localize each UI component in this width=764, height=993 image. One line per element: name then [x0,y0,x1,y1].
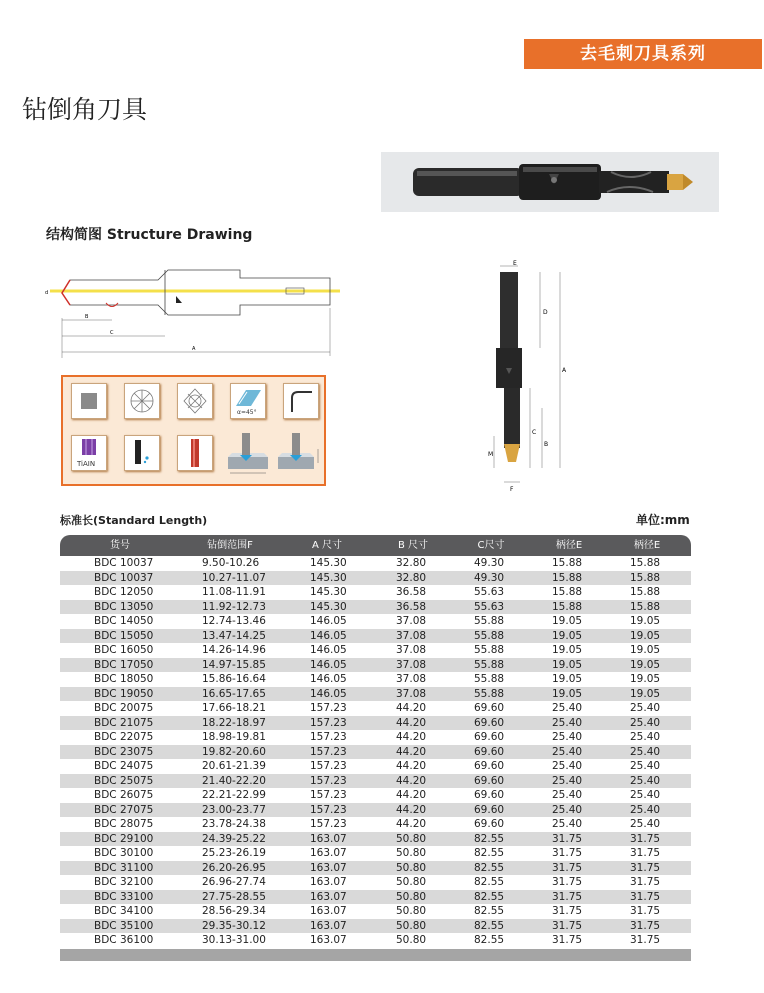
table-cell: 145.30 [310,571,347,584]
table-label: 标准长(Standard Length) [60,514,208,527]
table-cell: BDC 27075 [94,803,154,816]
table-cell: 19.05 [630,644,661,656]
table-cell: 157.23 [310,745,347,758]
table-row [60,933,691,948]
table-cell: BDC 36100 [94,934,154,946]
table-row [60,643,691,658]
table-cell: BDC 31100 [94,861,154,874]
table-cell: BDC 22075 [94,731,154,743]
table-cell: 55.88 [474,629,505,642]
spec-table [60,535,691,961]
table-cell: 145.30 [310,557,347,569]
table-cell: 157.23 [310,803,347,816]
table-cell: 25.40 [552,702,583,714]
table-cell: 55.88 [474,687,505,700]
table-cell: 50.80 [396,861,427,874]
angle-label: α=45° [237,409,257,416]
table-cell: 69.60 [474,803,505,816]
table-cell: 163.07 [310,934,347,946]
table-cell: 31.75 [630,832,661,845]
table-body [60,556,691,948]
table-cell: 19.05 [552,629,583,642]
table-row [60,701,691,716]
table-cell: 31.75 [552,890,583,903]
series-banner: 去毛刺刀具系列 [524,39,762,69]
table-cell: 19.05 [552,615,583,627]
table-cell: 25.40 [552,760,583,772]
table-row [60,919,691,934]
table-cell: 26.20-26.95 [202,861,266,874]
table-cell: 50.80 [396,832,427,845]
table-cell: 44.20 [396,760,427,772]
section-title: 结构简图 Structure Drawing [46,227,253,243]
flute-geometry-icon [177,383,213,419]
table-cell: 25.40 [630,745,661,758]
table-cell: 15.86-16.64 [202,673,266,685]
table-row [60,861,691,876]
table-row [60,788,691,803]
table-cell: 82.55 [474,876,505,888]
table-row [60,875,691,890]
table-cell: 15.88 [552,600,583,613]
feature-icon-panel [61,375,326,486]
table-cell: BDC 18050 [94,673,154,685]
table-cell: 146.05 [310,658,347,671]
table-cell: 146.05 [310,615,347,627]
table-row [60,774,691,789]
table-cell: 145.30 [310,586,347,598]
table-cell: 19.05 [552,673,583,685]
column-header: 货号 [110,540,130,551]
table-cell: 13.47-14.25 [202,629,266,642]
table-cell: 14.26-14.96 [202,644,266,656]
table-cell: 69.60 [474,702,505,714]
unit-label: 单位:mm [636,513,690,527]
table-cell: 157.23 [310,789,347,801]
table-row [60,846,691,861]
table-cell: 23.00-23.77 [202,803,266,816]
table-cell: 49.30 [474,557,505,569]
table-cell: 82.55 [474,890,505,903]
table-cell: 25.40 [630,716,661,729]
table-cell: 31.75 [630,861,661,874]
table-cell: 157.23 [310,760,347,772]
table-cell: 82.55 [474,919,505,932]
table-cell: 82.55 [474,847,505,859]
table-cell: 15.88 [552,586,583,598]
cutting-edge-icon [124,383,160,419]
table-header [60,535,691,556]
table-cell: 69.60 [474,716,505,729]
table-cell: BDC 14050 [94,615,154,627]
table-cell: BDC 33100 [94,890,154,903]
table-cell: 28.56-29.34 [202,905,266,917]
table-cell: 50.80 [396,919,427,932]
table-cell: 44.20 [396,716,427,729]
dim-label-m: M [488,451,494,458]
table-cell: 17.66-18.21 [202,702,266,714]
table-cell: 19.82-20.60 [202,745,266,758]
table-cell: 9.50-10.26 [202,557,260,569]
column-header: A 尺寸 [311,540,343,551]
table-cell: 163.07 [310,876,347,888]
page-title: 钻倒角刀具 [22,95,148,124]
table-cell: BDC 17050 [94,658,154,671]
table-cell: 22.21-22.99 [202,789,266,801]
table-row [60,817,691,832]
table-cell: 19.05 [630,615,661,627]
table-cell: 25.40 [552,789,583,801]
table-cell: 157.23 [310,731,347,743]
table-cell: 31.75 [630,919,661,932]
dim-label-d-right: D [543,309,548,316]
table-cell: 15.88 [630,557,661,569]
table-cell: 19.05 [630,658,661,671]
table-cell: BDC 16050 [94,644,154,656]
table-row [60,716,691,731]
table-cell: 15.88 [552,571,583,584]
table-cell: 44.20 [396,774,427,787]
table-cell: 146.05 [310,687,347,700]
table-cell: 21.40-22.20 [202,774,266,787]
table-row [60,571,691,586]
table-cell: 55.63 [474,586,505,598]
table-cell: 20.61-21.39 [202,760,266,772]
angle-45-icon [230,383,266,419]
table-cell: 157.23 [310,774,347,787]
tialn-coating-icon [71,435,107,471]
table-row [60,556,691,571]
table-row [60,629,691,644]
table-cell: 18.98-19.81 [202,731,266,743]
table-cell: 44.20 [396,789,427,801]
table-cell: BDC 25075 [94,774,154,787]
column-header: C尺寸 [477,540,505,551]
table-cell: 55.63 [474,600,505,613]
chamfer-application-icon-2 [276,429,324,479]
table-cell: 31.75 [552,832,583,845]
table-cell: 55.88 [474,673,505,685]
table-cell: 31.75 [630,905,661,917]
table-cell: 15.88 [630,586,661,598]
dim-label-d: d [45,290,49,296]
column-header: 柄径E [633,540,661,551]
table-cell: BDC 23075 [94,745,154,758]
table-cell: 25.40 [630,702,661,714]
table-cell: BDC 28075 [94,818,154,830]
table-cell: 31.75 [552,876,583,888]
table-cell: BDC 20075 [94,702,154,714]
solid-carbide-icon [71,383,107,419]
column-header: B 尺寸 [397,540,429,551]
table-cell: 82.55 [474,832,505,845]
table-cell: 37.08 [396,629,427,642]
table-cell: 15.88 [630,571,661,584]
dim-label-b-right: B [544,441,549,448]
table-cell: 50.80 [396,934,427,946]
table-cell: 16.65-17.65 [202,687,266,700]
coating-label: TiAIN [77,460,96,468]
table-cell: BDC 10037 [94,557,154,569]
table-footer [60,949,691,961]
table-cell: 157.23 [310,716,347,729]
table-cell: 11.08-11.91 [202,586,266,598]
table-cell: BDC 13050 [94,600,154,613]
table-cell: 31.75 [630,890,661,903]
table-cell: 50.80 [396,890,427,903]
table-row [60,730,691,745]
table-cell: 69.60 [474,789,505,801]
table-cell: 15.88 [552,557,583,569]
table-cell: 163.07 [310,919,347,932]
table-cell: 163.07 [310,847,347,859]
table-cell: 44.20 [396,803,427,816]
table-cell: 19.05 [630,687,661,700]
table-cell: 146.05 [310,644,347,656]
table-cell: 14.97-15.85 [202,658,266,671]
table-cell: 30.13-31.00 [202,934,266,946]
table-cell: 12.74-13.46 [202,615,266,627]
table-cell: 31.75 [630,847,661,859]
table-cell: 163.07 [310,905,347,917]
dim-label-c-right: C [532,429,537,436]
structure-drawing-front [480,258,580,493]
table-cell: 23.78-24.38 [202,818,266,830]
table-cell: 29.35-30.12 [202,919,266,932]
table-cell: 25.40 [552,803,583,816]
table-row [60,600,691,615]
shank-tool-icon [177,435,213,471]
dim-label-b: B [85,314,89,320]
table-cell: 157.23 [310,702,347,714]
table-cell: 19.05 [552,644,583,656]
table-cell: 36.58 [396,586,427,598]
table-cell: 25.40 [552,745,583,758]
table-cell: 163.07 [310,861,347,874]
table-cell: BDC 24075 [94,760,154,772]
table-row [60,687,691,702]
table-cell: 49.30 [474,571,505,584]
table-row [60,658,691,673]
table-row [60,745,691,760]
table-cell: 32.80 [396,557,427,569]
product-photo [381,152,719,212]
table-row [60,672,691,687]
table-cell: 50.80 [396,876,427,888]
table-row [60,759,691,774]
table-cell: 82.55 [474,934,505,946]
table-cell: 19.05 [630,673,661,685]
table-cell: 25.40 [630,789,661,801]
table-cell: 145.30 [310,600,347,613]
corner-radius-icon [283,383,319,419]
table-row [60,890,691,905]
table-cell: 25.23-26.19 [202,847,266,859]
table-cell: 26.96-27.74 [202,876,266,888]
table-cell: BDC 12050 [94,586,154,598]
dim-label-a: A [192,346,196,352]
table-cell: 69.60 [474,818,505,830]
table-cell: 25.40 [630,760,661,772]
table-cell: 50.80 [396,905,427,917]
table-cell: 37.08 [396,687,427,700]
table-cell: 55.88 [474,615,505,627]
table-cell: 69.60 [474,745,505,758]
table-row [60,585,691,600]
structure-drawing-side [40,258,345,363]
table-cell: 32.80 [396,571,427,584]
table-cell: 25.40 [630,774,661,787]
table-cell: BDC 29100 [94,832,154,845]
table-cell: 31.75 [552,847,583,859]
table-cell: 24.39-25.22 [202,832,266,845]
chamfer-application-icon-1 [226,429,270,479]
table-cell: 44.20 [396,745,427,758]
table-cell: 44.20 [396,702,427,714]
table-cell: 31.75 [552,905,583,917]
table-cell: 36.58 [396,600,427,613]
table-cell: 19.05 [552,658,583,671]
table-cell: 19.05 [630,629,661,642]
table-cell: BDC 30100 [94,847,154,859]
table-cell: 31.75 [552,934,583,946]
table-cell: 69.60 [474,760,505,772]
table-cell: BDC 21075 [94,716,154,729]
table-cell: 11.92-12.73 [202,600,266,613]
table-cell: 146.05 [310,673,347,685]
table-cell: 31.75 [630,876,661,888]
table-cell: 82.55 [474,861,505,874]
table-cell: 27.75-28.55 [202,890,266,903]
table-cell: 37.08 [396,658,427,671]
dim-label-c: C [110,330,114,336]
table-cell: 31.75 [630,934,661,946]
table-cell: 18.22-18.97 [202,716,266,729]
table-cell: 82.55 [474,905,505,917]
table-cell: BDC 26075 [94,789,154,801]
table-row [60,904,691,919]
table-cell: BDC 19050 [94,687,154,700]
column-header: 柄径E [555,540,583,551]
table-cell: BDC 15050 [94,629,154,642]
table-cell: 25.40 [630,731,661,743]
table-cell: 25.40 [552,818,583,830]
table-cell: 163.07 [310,832,347,845]
table-cell: 163.07 [310,890,347,903]
table-cell: 69.60 [474,731,505,743]
table-cell: 37.08 [396,644,427,656]
table-cell: 25.40 [552,731,583,743]
table-cell: BDC 10037 [94,571,154,584]
table-cell: 55.88 [474,644,505,656]
table-cell: 146.05 [310,629,347,642]
table-cell: 25.40 [552,774,583,787]
dim-label-f: F [510,486,514,493]
table-cell: 25.40 [552,716,583,729]
table-cell: 31.75 [552,919,583,932]
table-cell: 25.40 [630,818,661,830]
table-row [60,832,691,847]
table-cell: 69.60 [474,774,505,787]
table-cell: 25.40 [630,803,661,816]
table-cell: BDC 34100 [94,905,154,917]
table-cell: 19.05 [552,687,583,700]
table-cell: 10.27-11.07 [202,571,266,584]
column-header: 钻倒范围F [207,540,253,551]
dim-label-e: E [513,260,517,267]
table-cell: 31.75 [552,861,583,874]
table-cell: 50.80 [396,847,427,859]
table-row [60,614,691,629]
through-coolant-icon [124,435,160,471]
table-cell: 44.20 [396,818,427,830]
table-cell: BDC 32100 [94,876,154,888]
table-cell: 15.88 [630,600,661,613]
table-cell: 44.20 [396,731,427,743]
dim-label-a-right: A [562,367,567,374]
table-cell: 37.08 [396,615,427,627]
table-row [60,803,691,818]
table-cell: BDC 35100 [94,919,154,932]
table-cell: 37.08 [396,673,427,685]
table-cell: 157.23 [310,818,347,830]
table-cell: 55.88 [474,658,505,671]
